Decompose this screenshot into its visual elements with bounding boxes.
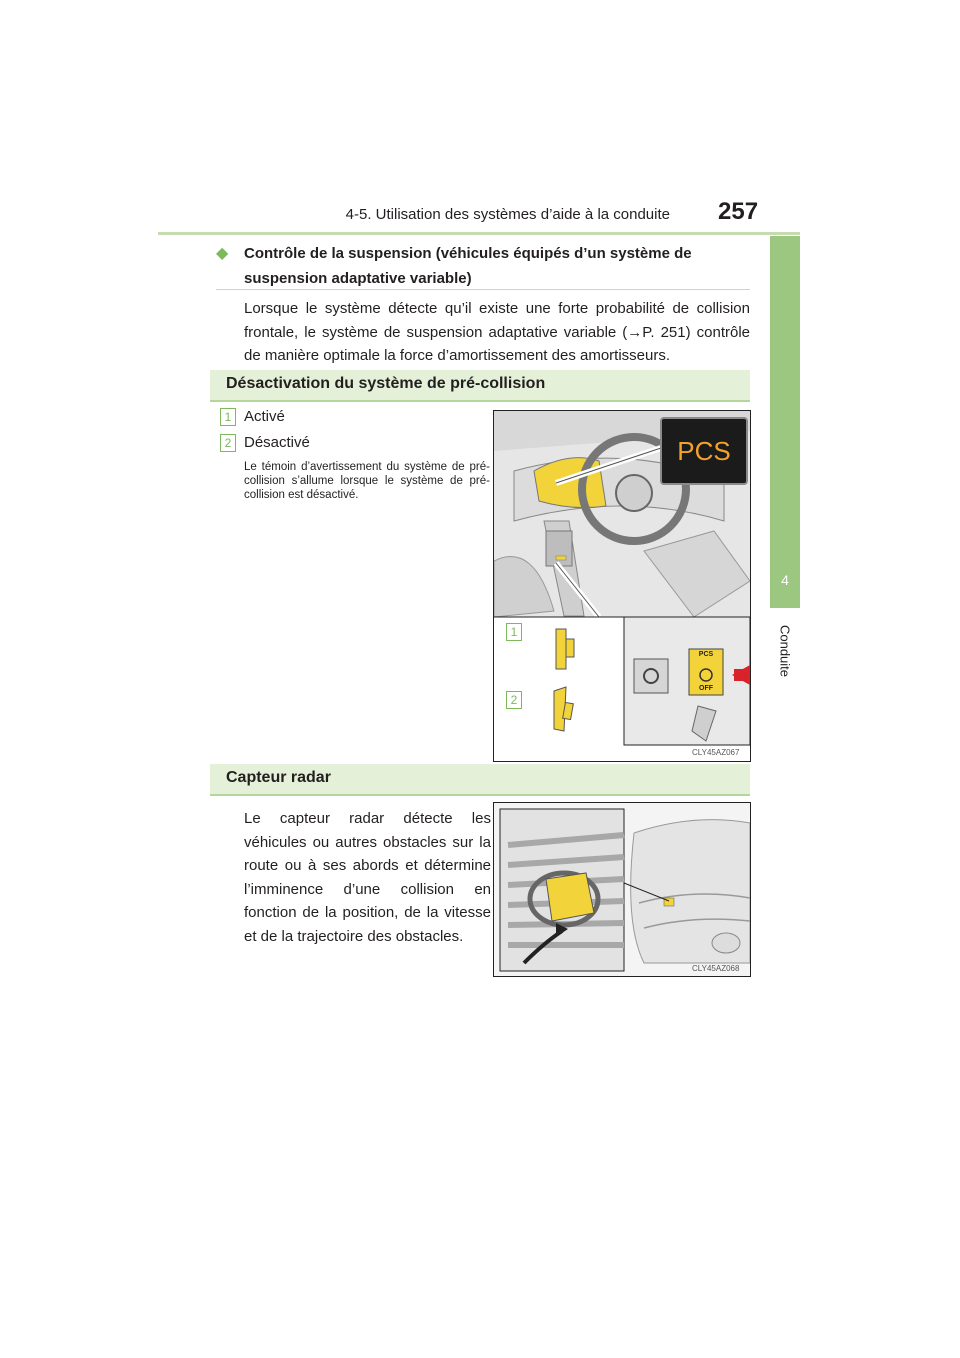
radar-title: Capteur radar <box>226 769 331 786</box>
item-label-activated: Activé <box>244 408 285 425</box>
switch-label-top: PCS <box>698 651 714 658</box>
item-number-badge: 1 <box>220 408 236 426</box>
suspension-paragraph: Lorsque le système détecte qu’il existe une forte probabilité de collision frontale, le système de suspension adaptative variable (→P. 251) contrôle de manière optimale la force d’amortissement des amortisseurs. <box>244 300 750 364</box>
pcs-warning-light <box>660 417 748 485</box>
section-band-rule <box>210 794 750 796</box>
figure-code: CLY45AZ068 <box>692 964 740 973</box>
section-title: 4-5. Utilisation des systèmes d’aide à la conduite <box>345 206 670 223</box>
diamond-bullet-icon: ◆ <box>216 245 229 262</box>
pcs-figure <box>493 410 751 762</box>
chapter-tab <box>770 236 800 608</box>
suspension-heading: Contrôle de la suspension (véhicules équipés d’un système de suspension adaptative variable) <box>244 245 692 287</box>
callout-2-badge: 2 <box>506 691 522 709</box>
chapter-label: Conduite <box>777 624 793 678</box>
section-band-rule <box>210 400 750 402</box>
warning-note: Le témoin d’avertissement du système de pré-collision s’allume lorsque le système de pré-collision est désactivé. <box>244 461 490 501</box>
header-rule <box>158 232 800 235</box>
item-label-deactivated: Désactivé <box>244 434 310 451</box>
switch-label-bottom: OFF <box>699 685 713 692</box>
pcs-display-text: PCS <box>677 436 731 466</box>
radar-illustration <box>494 803 750 976</box>
callout-1-badge: 1 <box>506 623 522 641</box>
page-number: 257 <box>718 198 759 225</box>
subsection-rule <box>216 289 750 290</box>
radar-figure <box>493 802 751 977</box>
item-number-badge: 2 <box>220 434 236 452</box>
radar-paragraph: Le capteur radar détecte les véhicules ou autres obstacles sur la route ou à ses abords et détermine l’imminence d’une collision en fonction de la position, de la vitesse et de la trajectoire des obstacles. <box>244 810 491 945</box>
chapter-number: 4 <box>781 572 789 588</box>
deactivation-title: Désactivation du système de pré-collision <box>226 375 546 392</box>
figure-code: CLY45AZ067 <box>692 748 740 757</box>
